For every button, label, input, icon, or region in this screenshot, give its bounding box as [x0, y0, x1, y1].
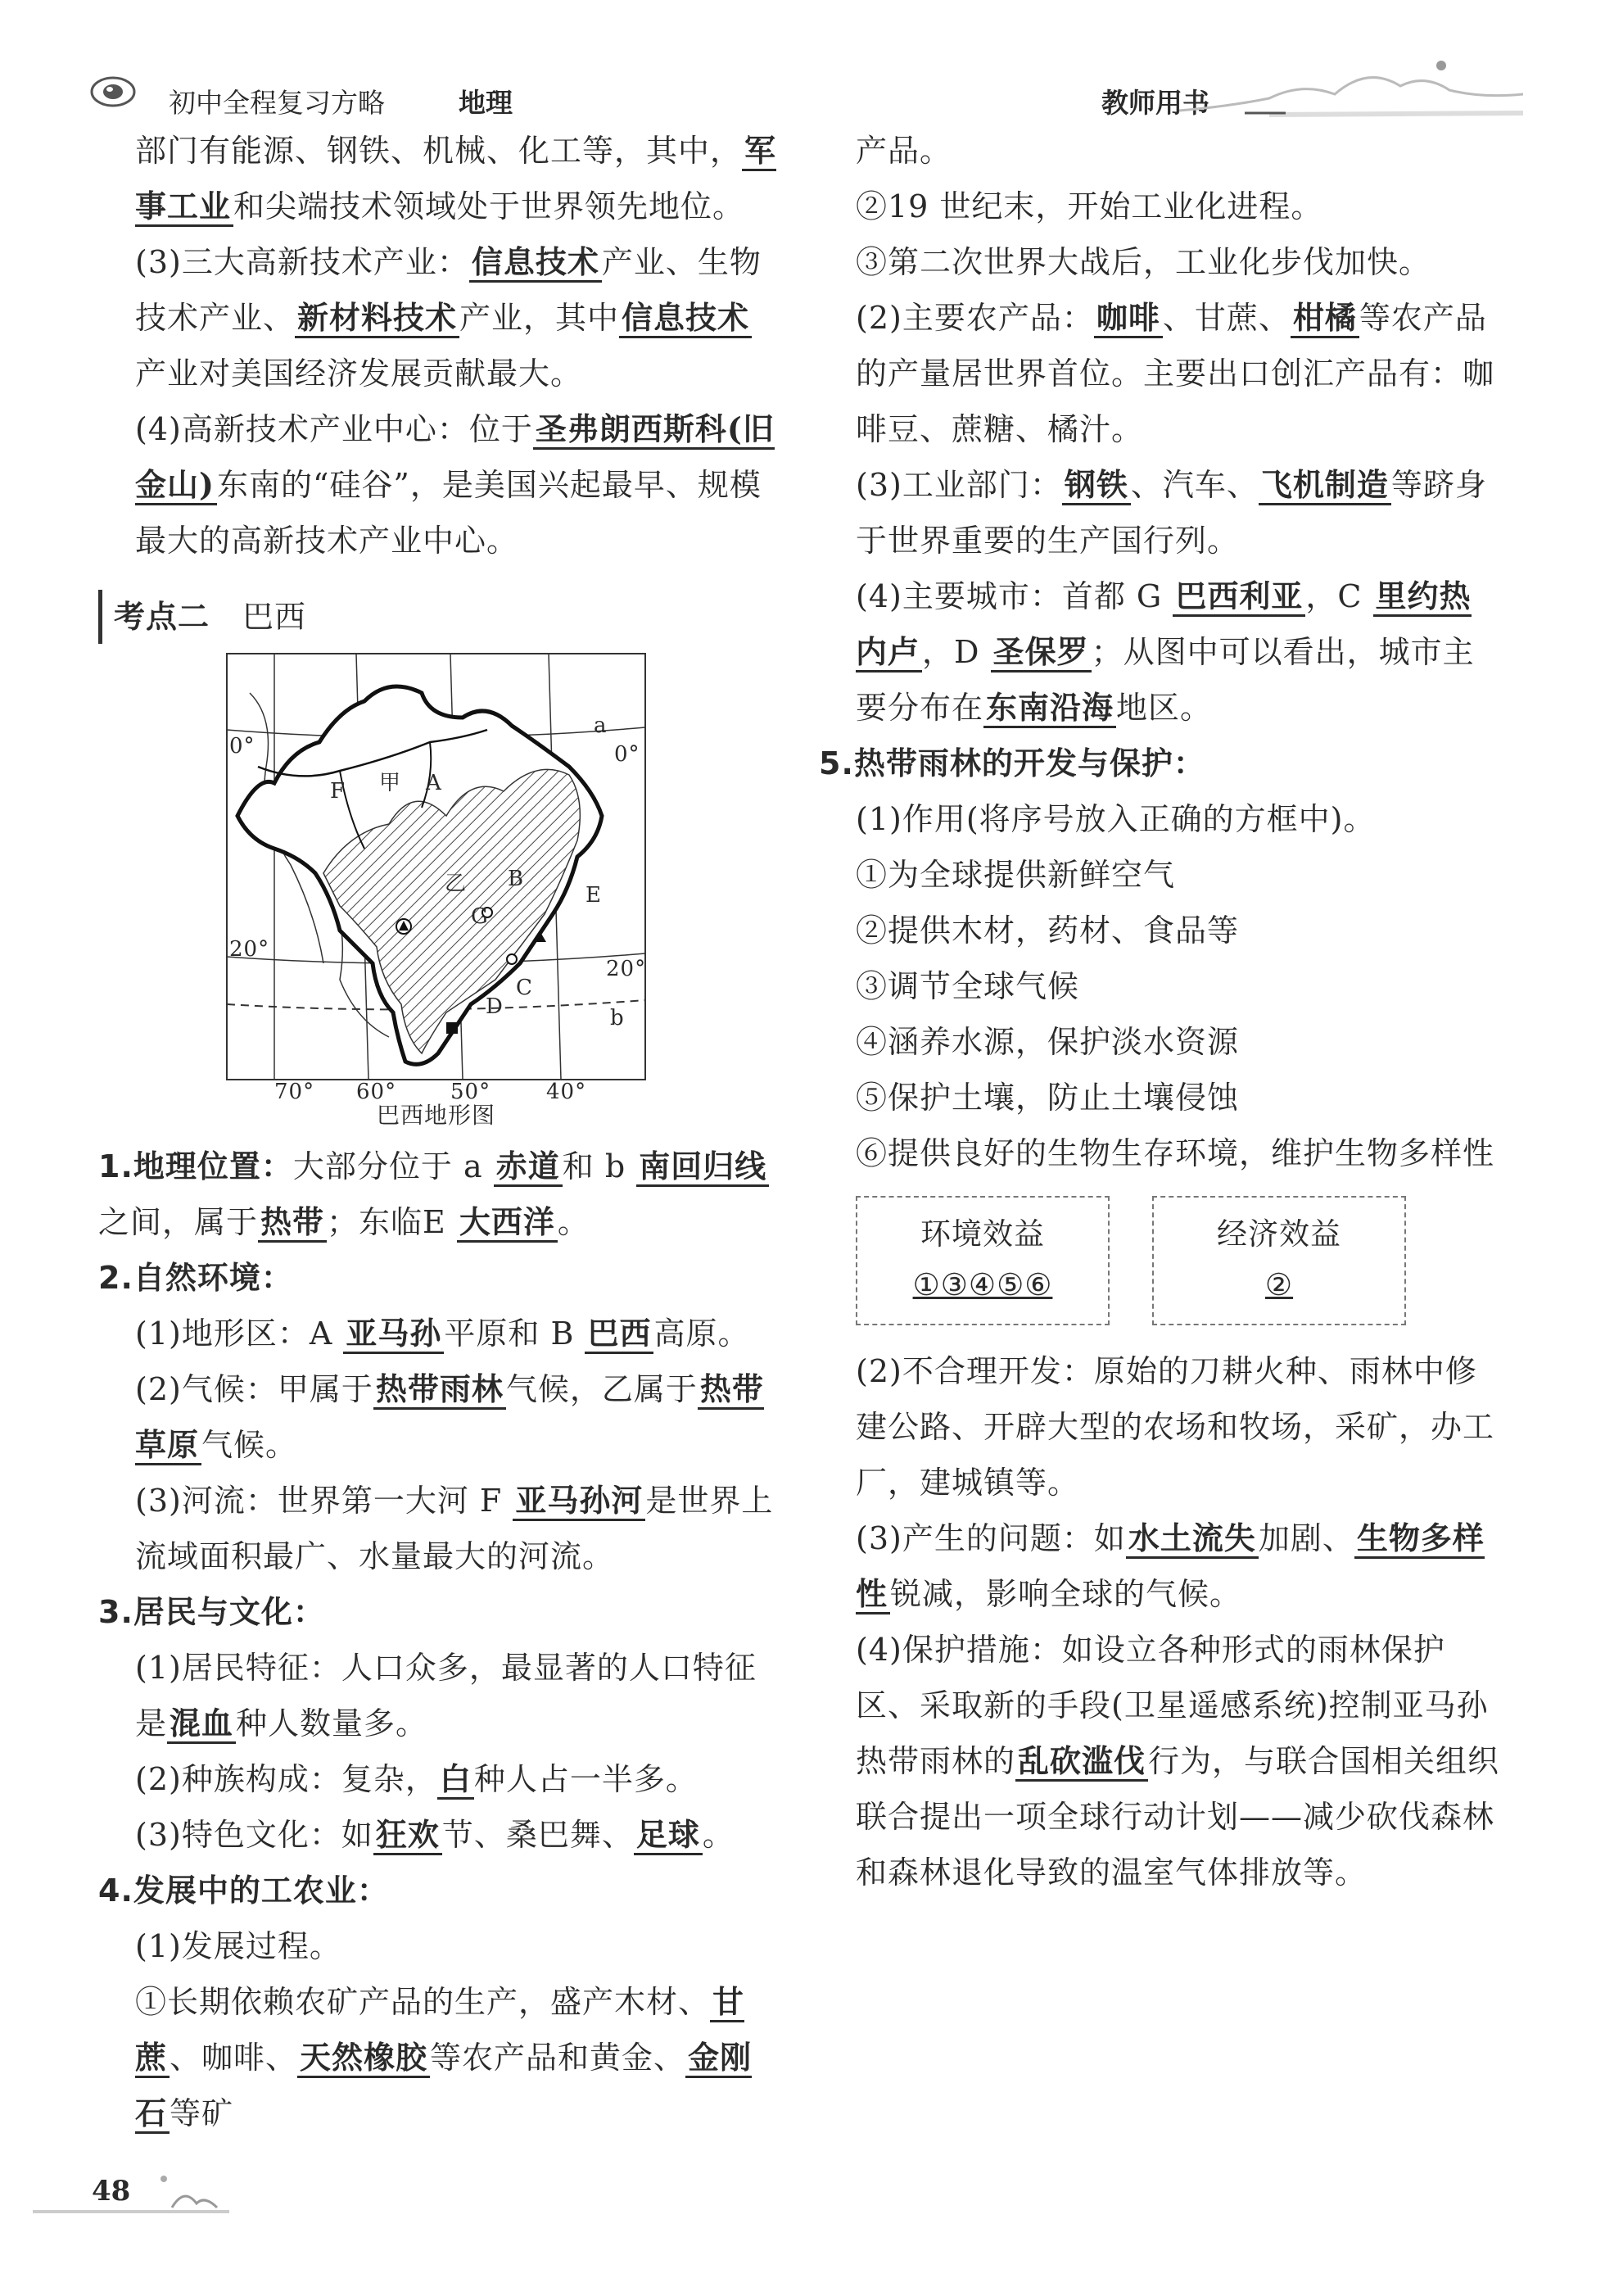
paragraph: (1)作用(将序号放入正确的方框中)。: [856, 801, 1376, 837]
paragraph: (2)不合理开发：原始的刀耕火种、雨林中修建公路、开辟大型的农场和牧场，采矿，办工厂，建城镇等。: [856, 1353, 1495, 1501]
text: 加剧、: [1258, 1520, 1354, 1556]
answer-text: 甘蔗: [135, 1983, 744, 2078]
text: 部门有能源、钢铁、机械、化工等，其中，: [135, 133, 743, 169]
paragraph: ②19 世纪末，开始工业化进程。: [856, 188, 1323, 224]
text: (1)居民特征：人口众多，最显著的人口特征是: [135, 1650, 757, 1741]
paragraph: [135, 123, 782, 234]
answer-text: 东南沿海: [983, 689, 1116, 728]
map-label: A: [426, 771, 442, 795]
map-label: C: [516, 976, 533, 1000]
answer-text: 信息技术: [469, 243, 602, 283]
answer-text: 金刚石: [135, 2039, 752, 2134]
answer-text: 咖啡: [1094, 299, 1163, 338]
text: 是世界上流域面积最广、水量最大的河流。: [135, 1483, 774, 1574]
text: 产业、生物技术产业、: [135, 244, 762, 336]
header-landscape-decoration: [1179, 49, 1523, 123]
map-label: 乙: [445, 872, 468, 896]
answer-text: 巴西利亚: [1173, 577, 1305, 617]
text: (2)主要农产品：: [856, 300, 1094, 336]
text: 行为，与联合国相关组织联合提出一项全球行动计划——减少砍伐森林和森林退化导致的温室气体排放等。: [856, 1743, 1500, 1891]
left-column: [98, 123, 782, 2141]
answer-text: 新材料技术: [295, 299, 459, 338]
answer-text: 信息技术: [619, 299, 752, 338]
map-label: a: [594, 713, 608, 738]
box-title: 经济效益: [1217, 1216, 1341, 1252]
text: 、甘蔗、: [1162, 300, 1291, 336]
answer-text: 圣弗朗西斯科(旧金山): [135, 410, 775, 505]
list-item: ⑥提供良好的生物生存环境，维护生物多样性: [856, 1135, 1495, 1171]
text: 节、桑巴舞、: [441, 1817, 634, 1853]
environment-benefit-box: [856, 1196, 1110, 1325]
text: 气候，乙属于: [505, 1371, 698, 1407]
map-label: B: [508, 867, 525, 891]
brazil-map: [225, 652, 647, 1127]
map-label: 60°: [356, 1080, 397, 1104]
answer-text: 水土流失: [1126, 1519, 1259, 1559]
text: ①长期依赖农矿产品的生产，盛产木材、: [135, 1984, 711, 2020]
section-heading: 地理位置：: [133, 1148, 293, 1184]
map-label: 甲: [379, 771, 402, 795]
economic-benefit-box: [1152, 1196, 1406, 1325]
text: 之间，属于: [98, 1204, 259, 1240]
map-label: F: [330, 779, 346, 804]
text: 、汽车、: [1130, 467, 1259, 503]
answer-text: 白: [437, 1760, 474, 1800]
text: (4)主要城市：首都 G: [856, 578, 1173, 614]
answer-text: 南回归线: [636, 1148, 769, 1187]
text: 种人数量多。: [236, 1705, 428, 1741]
text: 和尖端技术领域处于世界领先地位。: [233, 188, 745, 224]
paragraph: [856, 1510, 1503, 1622]
text: 。: [557, 1204, 590, 1240]
section-heading: [98, 590, 782, 644]
map-label: E: [585, 883, 602, 908]
right-column: [819, 123, 1503, 1900]
paragraph: ③第二次世界大战后，工业化步伐加快。: [856, 244, 1431, 280]
benefit-boxes: [856, 1196, 1503, 1325]
answer-text: 混血: [167, 1705, 236, 1744]
paragraph: [135, 1751, 782, 1807]
paragraph: [856, 290, 1503, 457]
answer-text: 热带: [258, 1203, 327, 1243]
text: 等跻身于世界重要的生产国行列。: [856, 467, 1487, 559]
section-heading: 5.热带雨林的开发与保护：: [819, 745, 1205, 781]
paragraph: [135, 1306, 782, 1361]
list-item: ①为全球提供新鲜空气: [856, 857, 1176, 893]
footer-decoration: [33, 2171, 229, 2220]
answer-text: 乱砍滥伐: [1015, 1742, 1148, 1782]
text: (3)产生的问题：如: [856, 1520, 1126, 1556]
text: 和 b: [562, 1148, 637, 1184]
answer-text: 里约热内卢: [856, 577, 1472, 672]
map-label: b: [610, 1006, 625, 1030]
map-label: G: [471, 904, 489, 929]
text: 锐减，影响全球的气候。: [890, 1576, 1242, 1612]
map-label: 0°: [614, 742, 640, 767]
section-heading: 4.发展中的工农业：: [98, 1873, 389, 1909]
text: 、咖啡、: [170, 2040, 298, 2076]
text: 气候。: [201, 1427, 298, 1463]
text: 平原和 B: [444, 1316, 585, 1352]
paragraph: [98, 1139, 782, 1250]
answer-text: 亚马孙: [343, 1315, 444, 1354]
paragraph: [856, 457, 1503, 568]
section-number: 1.: [98, 1148, 133, 1184]
text: 种人占一半多。: [473, 1761, 698, 1797]
text: (2)气候：甲属于: [135, 1371, 373, 1407]
paragraph: [135, 1361, 782, 1473]
answer-text: 赤道: [494, 1148, 563, 1187]
paragraph: 产品。: [856, 133, 952, 169]
text: (3)工业部门：: [856, 467, 1062, 503]
text: (3)特色文化：如: [135, 1817, 373, 1853]
paragraph: [856, 568, 1503, 736]
list-item: ④涵养水源，保护淡水资源: [856, 1024, 1240, 1060]
text: (4)高新技术产业中心：位于: [135, 411, 533, 447]
text: 地区。: [1116, 690, 1213, 726]
section-heading: 3.居民与文化：: [98, 1594, 325, 1630]
text: ，C: [1305, 578, 1373, 614]
text: 等农产品和黄金、: [430, 2040, 686, 2076]
answer-text: 狂欢: [373, 1816, 442, 1855]
text: 东南的“硅谷”，是美国兴起最早、规模最大的高新技术产业中心。: [135, 467, 762, 559]
answer-text: 军事工业: [135, 132, 776, 227]
paragraph: [135, 1640, 782, 1751]
list-item: ⑤保护土壤，防止土壤侵蚀: [856, 1080, 1240, 1116]
answer-text: 巴西: [585, 1315, 653, 1354]
text: ，D: [922, 634, 991, 670]
box-answer: ②: [1264, 1267, 1294, 1302]
answer-text: 柑橘: [1291, 299, 1359, 338]
answer-text: 圣保罗: [991, 633, 1092, 672]
section-title: 巴西: [242, 599, 307, 635]
text: (4)保护措施：如设立各种形式的雨林保护区、采取新的手段(卫星遥感系统)控制亚马孙热带雨林的: [856, 1632, 1489, 1779]
answer-text: 飞机制造: [1259, 466, 1391, 505]
header-logo-icon: [90, 75, 136, 108]
map-caption: 巴西地形图: [377, 1102, 496, 1129]
text: ；从图中可以看出，城市主要分布在: [856, 634, 1475, 726]
list-item: ③调节全球气候: [856, 968, 1080, 1004]
answer-text: 足球: [634, 1816, 703, 1855]
map-label: 20°: [606, 957, 647, 981]
text: (2)种族构成：复杂，: [135, 1761, 437, 1797]
edition-label: 教师用书: [1101, 87, 1209, 119]
answer-text: 钢铁: [1062, 466, 1131, 505]
text: 产业，其中: [459, 300, 620, 336]
list-item: ②提供木材，药材、食品等: [856, 913, 1240, 949]
brazil-terrain-map: [225, 652, 647, 1127]
text: (3)三大高新技术产业：: [135, 244, 469, 280]
text: (3)河流：世界第一大河 F: [135, 1483, 513, 1519]
paragraph: [135, 1473, 782, 1584]
section-heading: 2.自然环境：: [98, 1260, 293, 1296]
section-tag: 考点二: [114, 599, 210, 635]
paragraph: (1)发展过程。: [135, 1928, 341, 1964]
page-number: 48: [92, 2175, 131, 2208]
text: (1)地形区：A: [135, 1316, 344, 1352]
answer-text: 大西洋: [457, 1203, 558, 1243]
text: 。: [702, 1817, 735, 1853]
map-label: 40°: [546, 1080, 587, 1104]
text: 产业对美国经济发展贡献最大。: [135, 355, 583, 392]
answer-text: 亚马孙河: [513, 1482, 645, 1521]
map-label: 70°: [274, 1080, 315, 1104]
map-label: D: [486, 994, 504, 1019]
answer-text: 热带草原: [135, 1370, 764, 1465]
paragraph: [135, 1974, 782, 2141]
answer-text: 天然橡胶: [297, 2039, 430, 2078]
map-label: 50°: [450, 1080, 491, 1104]
text: 高原。: [653, 1316, 750, 1352]
map-label: 0°: [229, 734, 255, 759]
text: ；东临E: [327, 1204, 457, 1240]
subject-label: 地理: [459, 87, 513, 119]
paragraph: [135, 1807, 782, 1863]
text: 大部分位于 a: [292, 1148, 494, 1184]
text: 等农产品的产量居世界首位。主要出口创汇产品有：咖啡豆、蔗糖、橘汁。: [856, 300, 1495, 447]
map-label: 20°: [229, 937, 270, 962]
paragraph: [135, 234, 782, 401]
text: 等矿: [170, 2095, 234, 2131]
answer-text: 热带雨林: [373, 1370, 506, 1410]
answer-text: 生物多样性: [856, 1519, 1485, 1614]
paragraph: [856, 1622, 1503, 1900]
book-title: 初中全程复习方略: [169, 87, 385, 119]
box-answer: ①③④⑤⑥: [912, 1267, 1053, 1302]
box-title: 环境效益: [920, 1216, 1045, 1252]
paragraph: [135, 401, 782, 568]
